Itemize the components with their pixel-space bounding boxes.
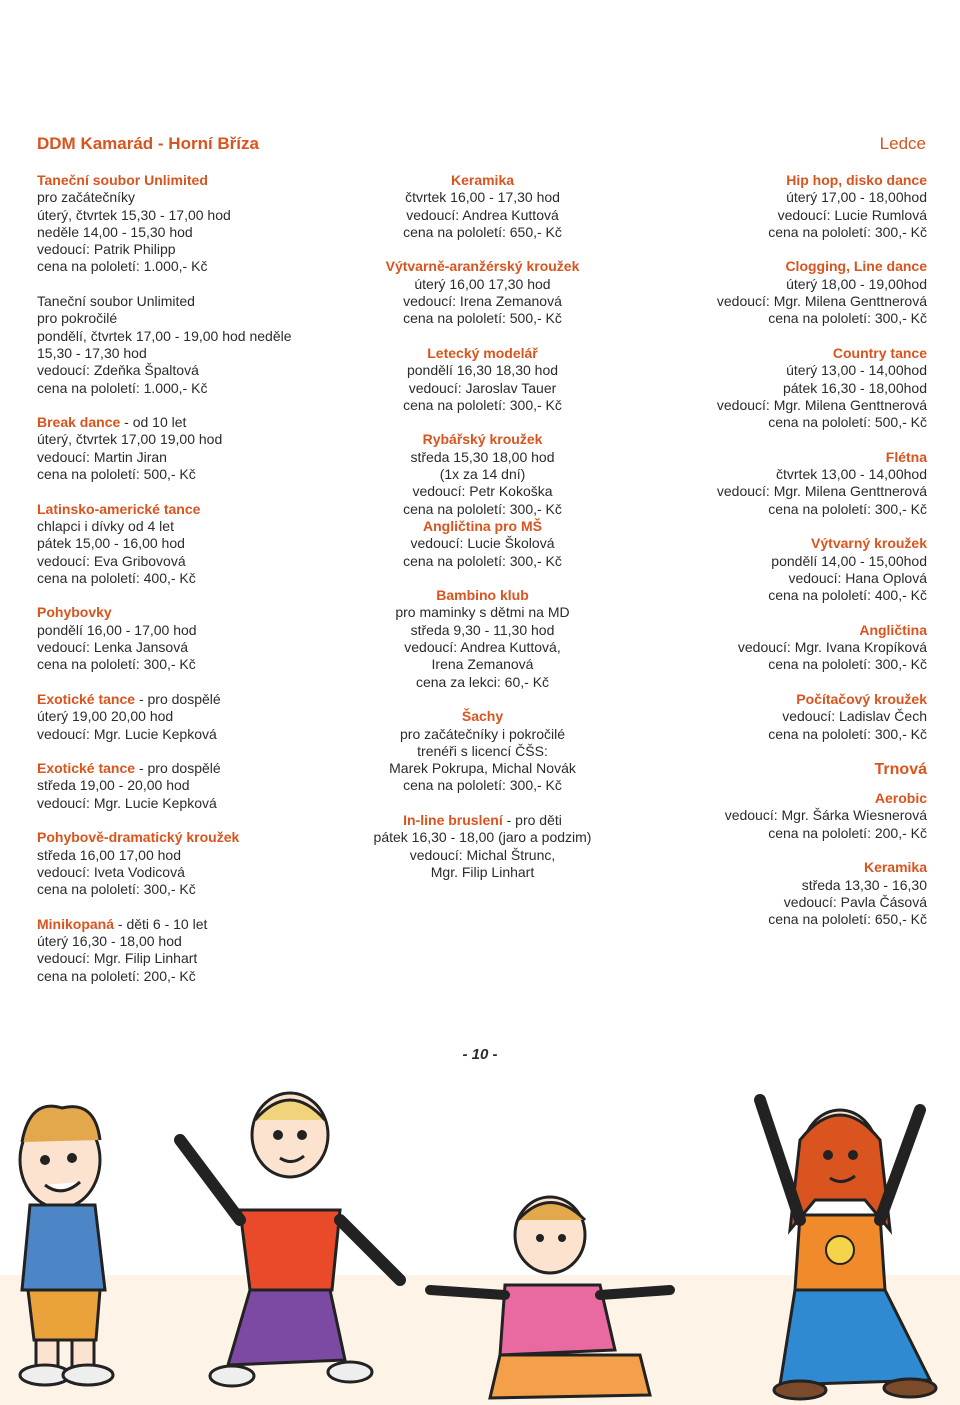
activity-title-line	[355, 172, 610, 189]
activity-detail: vedoucí: Jaroslav Tauer	[408, 379, 557, 396]
activity-detail: cena na pololetí: 300,- Kč	[768, 223, 927, 240]
activity-title: Angličtina	[859, 621, 927, 638]
activity-detail: Irena Zemanová	[431, 656, 534, 673]
activity-title: Flétna	[885, 448, 927, 465]
activity-title-line	[37, 829, 337, 846]
activity-tanecni-soubor-unlimited	[37, 172, 337, 276]
activity-detail: vedoucí: Mgr. Milena Genttnerová	[716, 396, 927, 413]
activity-title: Počítačový kroužek	[796, 690, 927, 707]
activity-detail: vedoucí: Andrea Kuttová,	[404, 639, 561, 656]
activity-detail: vedoucí: Lucie Školová	[410, 535, 555, 552]
activity-detail: vedoucí: Mgr. Šárka Wiesnerová	[724, 807, 927, 824]
activity-detail: vedoucí: Michal Štrunc,	[409, 846, 556, 863]
activity-title: Angličtina pro MŠ	[423, 517, 542, 534]
activity-detail: vedoucí: Mgr. Lucie Kepková	[37, 725, 217, 742]
activity-detail: vedoucí: Andrea Kuttová	[406, 206, 559, 223]
activity-title-line	[355, 431, 610, 448]
activity-title-line	[650, 258, 927, 275]
activity-detail: cena na pololetí: 650,- Kč	[403, 223, 562, 240]
activity-vytvarny-krouzek	[650, 535, 927, 604]
activity-title-line	[650, 790, 927, 807]
activity-title-line	[37, 604, 337, 621]
activity-title: Keramika	[450, 172, 515, 188]
activity-title: Výtvarný kroužek	[811, 535, 927, 552]
activity-detail: cena na pololetí: 300,- Kč	[403, 552, 562, 569]
activity-detail: pro maminky s dětmi na MD	[395, 604, 570, 621]
activity-fletna	[650, 449, 927, 518]
activity-title-line	[37, 172, 337, 189]
activity-title: Výtvarně-aranžérský kroužek	[385, 258, 580, 275]
activity-title-line	[37, 293, 337, 310]
activity-detail: vedoucí: Hana Oplová	[788, 569, 927, 586]
activity-detail: neděle 14,00 - 15,30 hod	[37, 223, 193, 240]
right-column	[650, 172, 927, 946]
activity-title: Latinsko-americké tance	[37, 500, 201, 517]
activity-detail: cena na pololetí: 500,- Kč	[768, 414, 927, 431]
activity-detail: vedoucí: Petr Kokoška	[412, 483, 553, 500]
activity-title-line	[650, 859, 927, 876]
activity-title: In-line bruslení	[403, 811, 503, 828]
activity-clogging-line-dance	[650, 258, 927, 327]
activity-detail: cena na pololetí: 1.000,- Kč	[37, 379, 208, 396]
activity-detail: trenéři s licencí ČŠS:	[417, 742, 548, 759]
activity-detail: úterý 18,00 - 19,00hod	[786, 275, 927, 292]
activity-detail: vedoucí: Ladislav Čech	[782, 708, 927, 725]
activity-keramika	[650, 859, 927, 928]
activity-detail: vedoucí: Martin Jiran	[37, 448, 167, 465]
activity-in-line-brusleni	[355, 812, 610, 881]
activity-title-line	[355, 812, 610, 829]
activity-detail: pondělí 16,30 18,30 hod	[406, 362, 559, 379]
activity-title: Letecký modelář	[427, 344, 538, 361]
activity-detail: cena na pololetí: 200,- Kč	[37, 967, 196, 984]
activity-detail: cena na pololetí: 300,- Kč	[403, 777, 562, 794]
activity-detail: chlapci i dívky od 4 let	[37, 517, 174, 534]
activity-detail: vedoucí: Pavla Čásová	[783, 893, 927, 910]
activity-detail: pondělí, čtvrtek 17,00 - 19,00 hod neděle	[37, 327, 292, 344]
activity-title-line	[650, 345, 927, 362]
activity-detail: úterý, čtvrtek 15,30 - 17,00 hod	[37, 206, 231, 223]
activity-detail: cena na pololetí: 300,- Kč	[37, 656, 196, 673]
activity-title-line	[37, 414, 337, 431]
activity-detail: středa 16,00 17,00 hod	[37, 846, 182, 863]
activity-title-line	[37, 760, 337, 777]
activity-detail: pro začátečníky i pokročilé	[400, 725, 565, 742]
activity-title: Clogging, Line dance	[785, 258, 927, 275]
activity-detail: cena na pololetí: 300,- Kč	[403, 500, 562, 517]
activity-detail: středa 15,30 18,00 hod	[410, 448, 555, 465]
activity-keramika	[355, 172, 610, 241]
activity-detail: cena na pololetí: 650,- Kč	[768, 911, 927, 928]
activity-detail: pátek 15,00 - 16,00 hod	[37, 535, 185, 552]
activity-vytvarne-aranzersky-krouzek	[355, 258, 610, 327]
activity-detail: Marek Pokrupa, Michal Novák	[389, 760, 576, 777]
activity-title: Country tance	[832, 344, 927, 361]
activity-title-line	[650, 691, 927, 708]
activity-title-suffix: - pro děti	[502, 811, 562, 828]
activity-detail: vedoucí: Mgr. Lucie Kepková	[37, 794, 217, 811]
activity-detail: pondělí 14,00 - 15,00hod	[771, 552, 927, 569]
activity-title: Break dance	[37, 414, 121, 431]
activity-minikopana	[37, 916, 337, 985]
activity-detail: vedoucí: Eva Gribovová	[37, 552, 186, 569]
activity-title: Aerobic	[874, 790, 927, 807]
activity-country-tance	[650, 345, 927, 431]
activity-title: Keramika	[863, 859, 927, 876]
activity-detail: cena za lekci: 60,- Kč	[415, 673, 550, 690]
activity-detail: vedoucí: Irena Zemanová	[403, 293, 562, 310]
activity-detail: cena na pololetí: 500,- Kč	[403, 310, 562, 327]
activity-detail: vedoucí: Mgr. Ivana Kropíková	[737, 639, 927, 656]
activity-detail: čtvrtek 16,00 - 17,30 hod	[405, 189, 560, 206]
activity-tanecni-soubor-unlimited	[37, 293, 337, 397]
page-number: - 10 -	[462, 1046, 498, 1063]
activity-detail: cena na pololetí: 300,- Kč	[768, 656, 927, 673]
activity-title: Pohybovky	[37, 604, 112, 621]
kids-illustration	[0, 1080, 960, 1405]
activity-detail: úterý 16,30 - 18,00 hod	[37, 933, 182, 950]
activity-break-dance	[37, 414, 337, 483]
activity-hip-hop-disko-dance	[650, 172, 927, 241]
activity-detail: úterý 19,00 20,00 hod	[37, 708, 174, 725]
activity-detail: cena na pololetí: 300,- Kč	[768, 725, 927, 742]
activity-aerobic	[650, 790, 927, 842]
activity-detail: vedoucí: Lucie Rumlová	[777, 206, 927, 223]
activity-detail: středa 13,30 - 16,30	[801, 876, 927, 893]
activity-detail: cena na pololetí: 400,- Kč	[37, 569, 196, 586]
activity-detail: cena na pololetí: 300,- Kč	[37, 881, 196, 898]
section-title-trnova: Trnová	[874, 761, 927, 779]
activity-title-suffix: - děti 6 - 10 let	[114, 915, 208, 932]
activity-detail: vedoucí: Patrik Philipp	[37, 241, 176, 258]
activity-detail: vedoucí: Mgr. Milena Genttnerová	[716, 293, 927, 310]
activity-detail: vedoucí: Zdeňka Špaltová	[37, 362, 199, 379]
page-title: DDM Kamarád - Horní Bříza	[37, 134, 259, 153]
activity-title-line	[650, 622, 927, 639]
activity-detail: cena na pololetí: 200,- Kč	[768, 824, 927, 841]
activity-detail: cena na pololetí: 400,- Kč	[768, 587, 927, 604]
activity-detail: pátek 16,30 - 18,00hod	[782, 379, 927, 396]
activity-bambino-klub	[355, 587, 610, 691]
activity-title: Exotické tance	[37, 760, 136, 777]
activity-exoticke-tance	[37, 760, 337, 812]
activity-detail: vedoucí: Mgr. Filip Linhart	[37, 950, 198, 967]
section-title-ledce: Ledce	[879, 134, 926, 153]
activity-pohybove-dramaticky-krouzek	[37, 829, 337, 898]
activity-pohybovky	[37, 604, 337, 673]
activity-title-suffix: - pro dospělé	[135, 760, 221, 777]
activity-title-suffix: - pro dospělé	[135, 690, 221, 707]
activity-title-line	[355, 258, 610, 275]
activity-detail: pondělí 16,00 - 17,00 hod	[37, 621, 197, 638]
activity-title-line	[355, 587, 610, 604]
activity-detail: Mgr. Filip Linhart	[430, 863, 535, 880]
activity-title-line	[37, 691, 337, 708]
activity-anglictina-pro-ms	[355, 518, 610, 570]
right-column-trnova	[650, 790, 927, 928]
activity-detail: cena na pololetí: 1.000,- Kč	[37, 258, 208, 275]
right-column-ledce	[650, 172, 927, 743]
middle-column	[355, 172, 610, 898]
activity-rybarsky-krouzek	[355, 431, 610, 517]
activity-detail: vedoucí: Mgr. Milena Genttnerová	[716, 483, 927, 500]
activity-detail: pro pokročilé	[37, 310, 118, 327]
activity-detail: (1x za 14 dní)	[439, 466, 526, 483]
activity-title-line	[355, 345, 610, 362]
activity-title: Šachy	[461, 708, 504, 725]
activity-title: Bambino klub	[436, 587, 529, 604]
activity-title-line	[355, 708, 610, 725]
activity-detail: vedoucí: Lenka Jansová	[37, 639, 188, 656]
activity-title: Hip hop, disko dance	[786, 172, 927, 188]
activity-title-line	[650, 172, 927, 189]
activity-title: Exotické tance	[37, 690, 136, 707]
activity-title-line	[650, 535, 927, 552]
activity-anglictina	[650, 622, 927, 674]
activity-title-line	[650, 449, 927, 466]
activity-letecky-modelar	[355, 345, 610, 414]
activity-detail: úterý 16,00 17,30 hod	[414, 275, 551, 292]
activity-detail: čtvrtek 13,00 - 14,00hod	[776, 466, 927, 483]
activity-detail: pátek 16,30 - 18,00 (jaro a podzim)	[373, 829, 592, 846]
activity-title-line	[37, 501, 337, 518]
activity-title-suffix: - od 10 let	[120, 414, 187, 431]
activity-detail: úterý 13,00 - 14,00hod	[786, 362, 927, 379]
activity-detail: úterý 17,00 - 18,00hod	[786, 189, 927, 206]
activity-sachy	[355, 708, 610, 794]
activity-exoticke-tance	[37, 691, 337, 743]
activity-detail: cena na pololetí: 300,- Kč	[403, 396, 562, 413]
activity-title: Taneční soubor Unlimited	[37, 172, 208, 188]
girl-right-figure	[760, 1100, 936, 1399]
activity-detail: cena na pololetí: 300,- Kč	[768, 310, 927, 327]
activity-detail: středa 19,00 - 20,00 hod	[37, 777, 190, 794]
activity-pocitacovy-krouzek	[650, 691, 927, 743]
activity-title: Minikopaná	[37, 915, 115, 932]
activity-title-line	[355, 518, 610, 535]
activity-detail: středa 9,30 - 11,30 hod	[410, 621, 555, 638]
activity-detail: cena na pololetí: 500,- Kč	[37, 466, 196, 483]
activity-detail: úterý, čtvrtek 17,00 19,00 hod	[37, 431, 223, 448]
activity-title: Pohybově-dramatický kroužek	[37, 829, 240, 846]
activity-title: Rybářský kroužek	[422, 431, 543, 448]
activity-latinsko-americke-tance	[37, 501, 337, 587]
activity-detail: vedoucí: Iveta Vodicová	[37, 863, 185, 880]
activity-title: Taneční soubor Unlimited	[37, 293, 195, 310]
activity-detail: cena na pololetí: 300,- Kč	[768, 500, 927, 517]
activity-title-line	[37, 916, 337, 933]
activity-detail: 15,30 - 17,30 hod	[37, 344, 147, 361]
activity-detail: pro začátečníky	[37, 189, 136, 206]
left-column	[37, 172, 337, 1002]
